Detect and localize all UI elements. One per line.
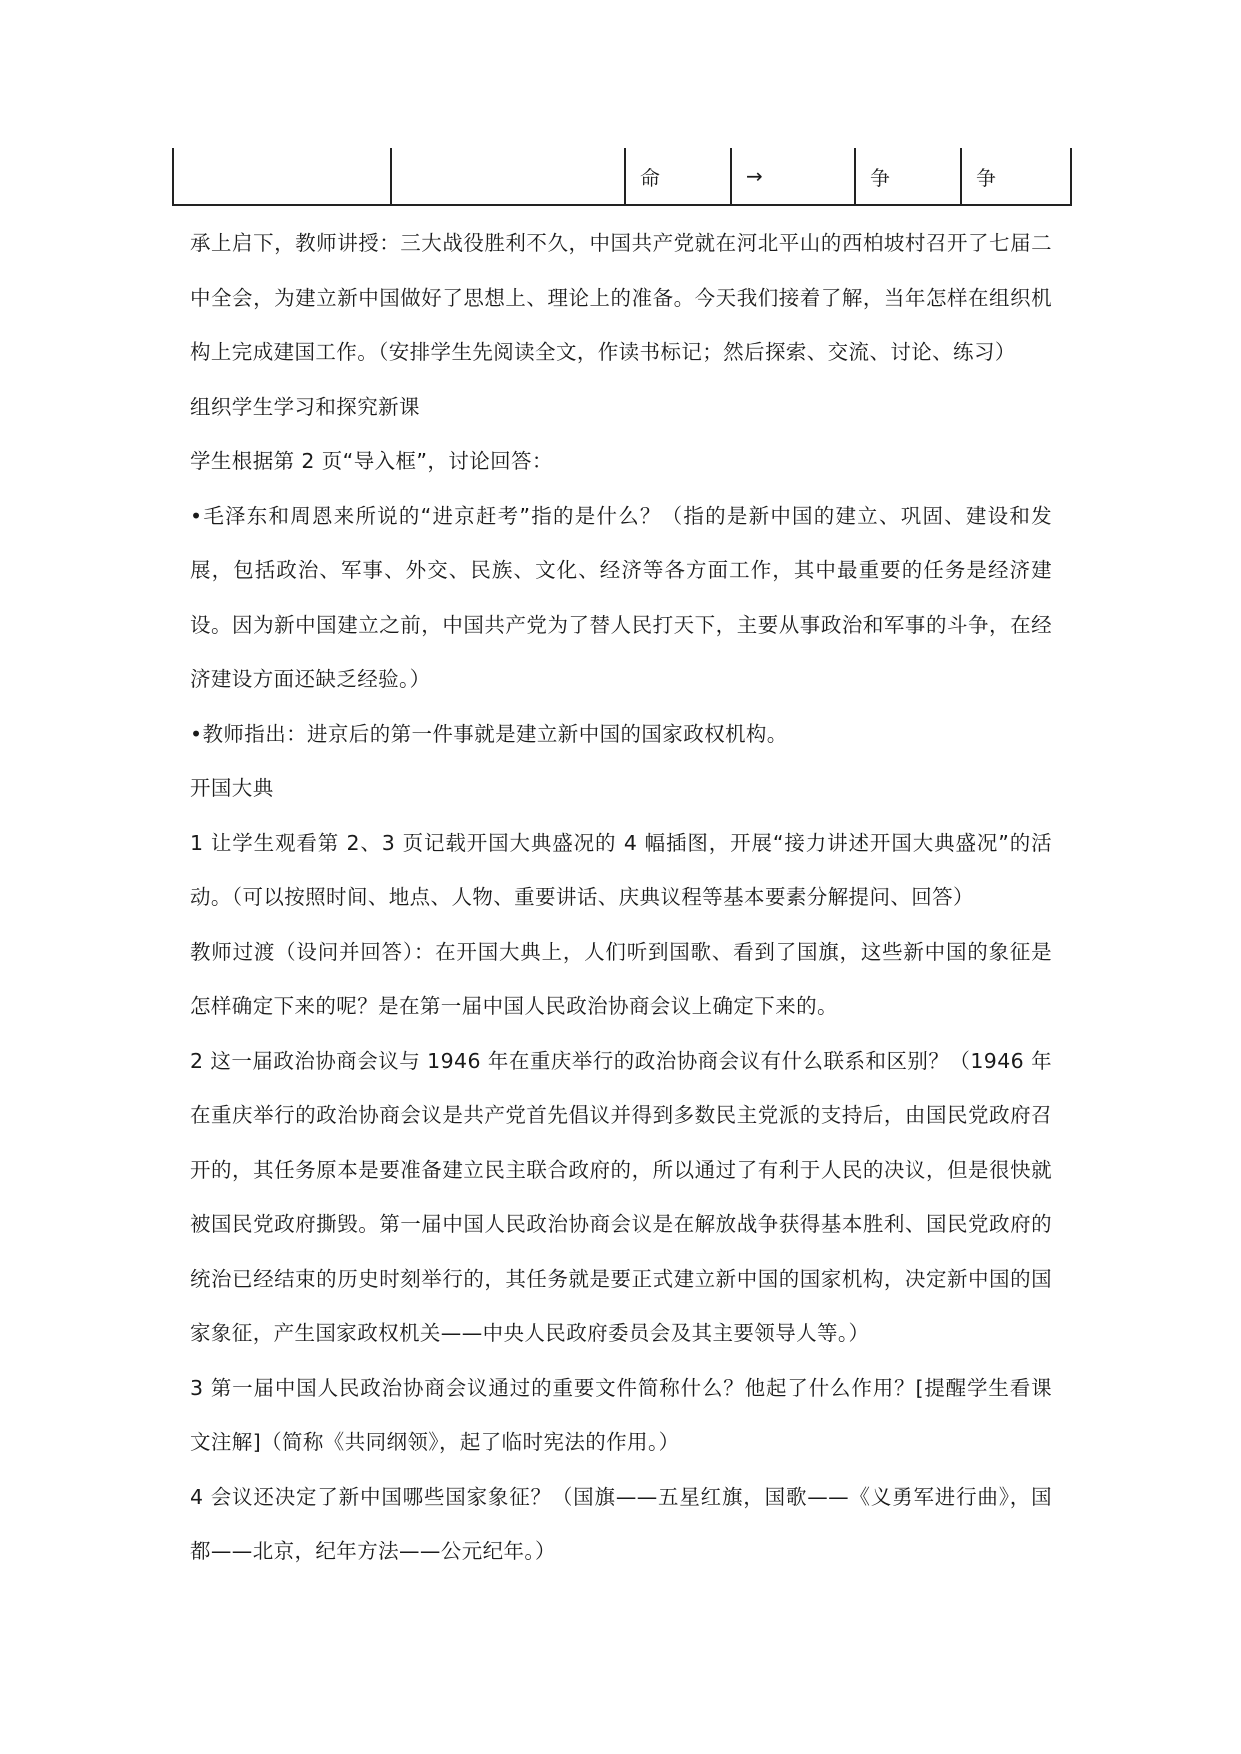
paragraph-prompt: 学生根据第 2 页“导入框”，讨论回答： — [190, 449, 553, 473]
paragraph-transition: 教师过渡（设问并回答）：在开国大典上，人们听到国歌、看到了国旗，这些新中国的象征是怎样确定下来的呢？是在第一届中国人民政治协商会议上确定下来的。 — [190, 939, 1052, 1018]
section-heading-ceremony: 开国大典 — [190, 776, 274, 800]
table-row — [173, 148, 1071, 205]
bullet-item-teacher-note: •教师指出：进京后的第一件事就是建立新中国的国家政权机构。 — [190, 721, 788, 746]
numbered-item-3: 3 第一届中国人民政治协商会议通过的重要文件简称什么？他起了什么作用？[提醒学生看课文注解]（简称《共同纲领》，起了临时宪法的作用。） — [190, 1375, 1052, 1454]
numbered-item-2: 2 这一届政治协商会议与 1946 年在重庆举行的政治协商会议有什么联系和区别？（1946 年在重庆举行的政治协商会议是共产党首先倡议并得到多数民主党派的支持后，由国民党政府召开的，其任务原本是要准备建立民主联合政府的，所以通过了有利于人民的决议，但是很快就被国民党政府撕毁。第一届中国人民政治协商会议是在解放战争获得基本胜利、国民党政府的统治已经结束的历史时刻举行的，其任务就是要正式建立新中国的国家机构，决定新中国的国家象征，产生国家政权机关——中央人民政府委员会及其主要领导人等。） — [190, 1048, 1052, 1345]
table-cell — [391, 148, 625, 205]
table-cell: 命 — [625, 148, 731, 205]
table-cell: 争 — [961, 148, 1071, 205]
numbered-item-1: 1 让学生观看第 2、3 页记载开国大典盛况的 4 幅插图，开展“接力讲述开国大典盛况”的活动。（可以按照时间、地点、人物、重要讲话、庆典议程等基本要素分解提问、回答） — [190, 830, 1052, 909]
table-cell: 争 — [855, 148, 961, 205]
bullet-item-question: •毛泽东和周恩来所说的“进京赶考”指的是什么？（指的是新中国的建立、巩固、建设和发展，包括政治、军事、外交、民族、文化、经济等各方面工作，其中最重要的任务是经济建设。因为新中国建立之前，中国共产党为了替人民打天下，主要从事政治和军事的斗争，在经济建设方面还缺乏经验。） — [190, 503, 1052, 691]
body-text — [190, 216, 1052, 1579]
paragraph-intro: 承上启下，教师讲授：三大战役胜利不久，中国共产党就在河北平山的西柏坡村召开了七届二中全会，为建立新中国做好了思想上、理论上的准备。今天我们接着了解，当年怎样在组织机构上完成建国工作。（安排学生先阅读全文，作读书标记；然后探索、交流、讨论、练习） — [190, 231, 1052, 364]
numbered-item-4: 4 会议还决定了新中国哪些国家象征？（国旗——五星红旗，国歌——《义勇军进行曲》，国都——北京，纪年方法——公元纪年。） — [190, 1484, 1052, 1563]
table-cell: → — [731, 148, 855, 205]
table-cell — [173, 148, 391, 205]
section-heading-study: 组织学生学习和探究新课 — [190, 394, 420, 419]
table-fragment — [172, 148, 1072, 206]
